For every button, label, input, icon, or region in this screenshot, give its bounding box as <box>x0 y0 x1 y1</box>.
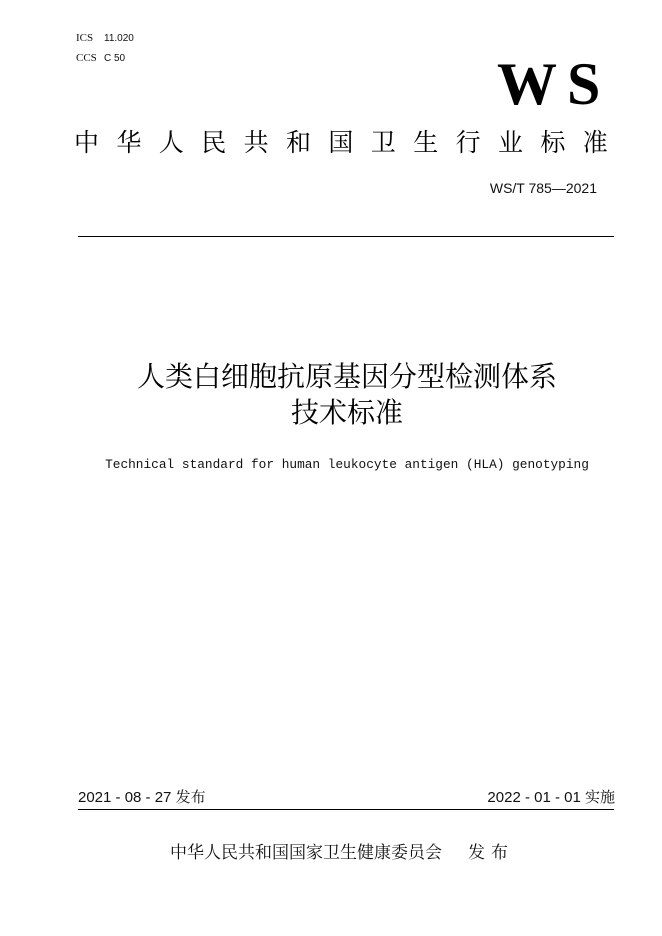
implementation-date: 2022 - 01 - 01 实施 <box>487 789 615 806</box>
ccs-label: CCS <box>76 52 97 64</box>
issue-date: 2021 - 08 - 27 发布 <box>78 789 206 806</box>
issuing-category-title: 中华人民共和国卫生行业标准 <box>74 128 626 157</box>
standard-number: WS/T 785—2021 <box>489 180 597 196</box>
document-title-line-2: 技术标准 <box>290 396 403 429</box>
ics-code: 11.020 <box>104 33 134 44</box>
ccs-code: C 50 <box>104 53 126 64</box>
publisher-name: 中华人民共和国国家卫生健康委员会 <box>170 843 442 863</box>
publisher-action: 发布 <box>468 843 514 863</box>
document-title-english: Technical standard for human leukocyte antigen (HLA) genotyping <box>105 457 589 472</box>
footer-divider <box>78 809 614 810</box>
document-title-line-1: 人类白细胞抗原基因分型检测体系 <box>136 360 557 393</box>
ws-logo: WS <box>497 51 611 117</box>
ics-label: ICS <box>76 32 94 44</box>
header-divider <box>78 236 614 237</box>
